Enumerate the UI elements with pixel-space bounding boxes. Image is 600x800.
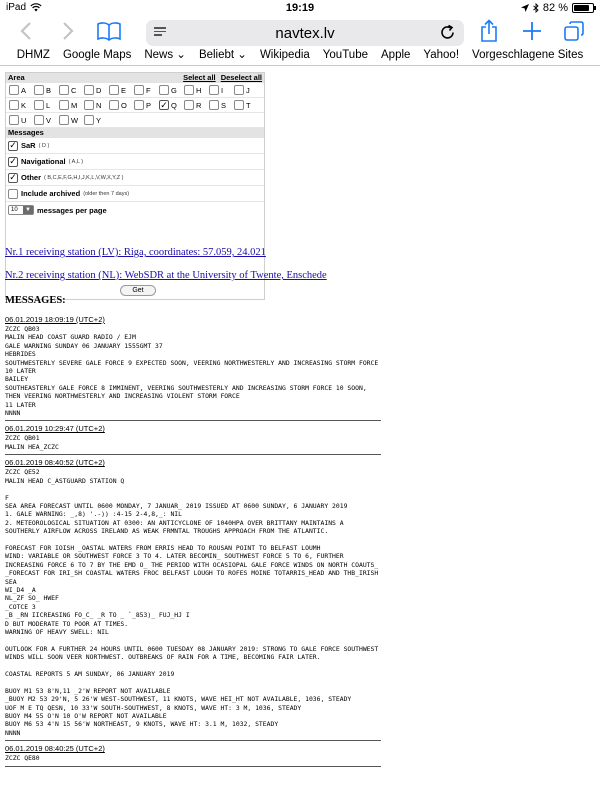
- include-archived-note: (older then 7 days): [83, 190, 130, 197]
- status-bar: [0, 0, 600, 16]
- area-letter: W: [71, 115, 79, 125]
- sar-label: SaR: [21, 141, 36, 150]
- area-option[interactable]: [134, 100, 159, 110]
- message-date-link[interactable]: 06.01.2019 08:40:25 (UTC+2): [5, 744, 105, 754]
- area-letter: A: [21, 85, 27, 95]
- sar-note: ( D ): [38, 142, 50, 149]
- area-option[interactable]: [209, 100, 234, 110]
- ipad-label: iPad: [6, 2, 27, 13]
- area-letter: O: [121, 100, 127, 110]
- include-archived-option[interactable]: [6, 186, 264, 202]
- share-button[interactable]: [478, 18, 500, 44]
- area-option[interactable]: [184, 100, 209, 110]
- include-archived-checkbox[interactable]: [8, 189, 18, 199]
- area-checkbox[interactable]: [84, 100, 94, 110]
- area-checkbox[interactable]: [109, 85, 119, 95]
- area-letter: E: [121, 85, 127, 95]
- select-all-link[interactable]: Select all: [183, 73, 216, 82]
- favorite-link[interactable]: News ⌄: [144, 49, 186, 61]
- area-checkbox[interactable]: [59, 85, 69, 95]
- area-checkbox[interactable]: [34, 115, 44, 125]
- bookmarks-button[interactable]: [95, 18, 123, 44]
- plus-icon: [522, 21, 542, 41]
- sar-checkbox[interactable]: ✓: [9, 140, 17, 150]
- message-date-link[interactable]: 06.01.2019 18:09:19 (UTC+2): [5, 315, 105, 324]
- messages-header: [6, 128, 264, 138]
- area-row: [6, 113, 264, 128]
- area-option[interactable]: [134, 85, 159, 95]
- clock: 19:19: [285, 2, 315, 14]
- message-item: [5, 744, 381, 766]
- area-checkbox[interactable]: [34, 100, 44, 110]
- area-letter: Q: [171, 100, 177, 110]
- other-option[interactable]: [6, 170, 264, 186]
- area-checkbox[interactable]: [234, 85, 244, 95]
- area-letter: M: [71, 100, 78, 110]
- area-option[interactable]: [159, 85, 184, 95]
- battery-percent: 82 %: [542, 2, 568, 14]
- messages-heading: MESSAGES:: [5, 295, 66, 306]
- address-bar[interactable]: [146, 20, 464, 46]
- message-date-link[interactable]: 06.01.2019 08:40:52 (UTC+2): [5, 458, 105, 468]
- chevron-right-icon: [62, 21, 74, 41]
- area-letter: H: [196, 85, 202, 95]
- area-letter: V: [46, 115, 52, 125]
- area-option[interactable]: [9, 100, 34, 110]
- area-option[interactable]: [34, 115, 59, 125]
- bluetooth-icon: [533, 3, 539, 13]
- navigational-checkbox[interactable]: ✓: [9, 156, 17, 166]
- area-checkbox[interactable]: [184, 85, 194, 95]
- area-checkbox[interactable]: [134, 85, 144, 95]
- area-letter: B: [46, 85, 52, 95]
- area-letter: Y: [96, 115, 102, 125]
- favorite-link[interactable]: DHMZ: [16, 49, 50, 61]
- area-option[interactable]: [84, 115, 109, 125]
- area-checkbox[interactable]: ✓: [160, 99, 168, 110]
- area-option[interactable]: [84, 100, 109, 110]
- book-icon: [96, 21, 122, 41]
- message-text: ZCZC QE52 MALIN HEAD C_ASTGUARD STATION Q F SEA AREA FORECAST UNTIL 0600 MONDAY, 7 JANUAR_ 2019 ISSUED AT 0600 SUNDAY, 6 JANUARY 2019 1. GALE WARNING: _,8) '.-)) :4-15 2-4,8,_: NIL 2. METEOROLOGICAL SITUATION AT 0300: AN ANTICYCLONE OF 1040HPA OVER BRITTANY MAINTAINS A SOUTHERLY AIRFLOW ACROSS IRELAND AS WEAK FRMNTAL TROUGHS APPROACH FROM THE ATLANTIC. FORECAST FOR IOISH _OASTAL WATERS FROM ERRIS HEAD TO ROUSAN POINT TO BELFAST LOUMH WIND: VARIABLE OR SOUTHWEST FORCE 3 TO 4. LATER BECOMIN_ SOUTHWEST FORCE 5 TO 6, FURTHER INCREASING FORCE 6 TO 7 BY THE EMD O_ THE PERIOD WITH OCASIOPAL GALE FORCE WINDS ON NORTH COAUTS_ _FORECAST FOR IRI_SH COASTAL WATERS FROC BELFAST LOUGH TO ROFES MOINE TOTARRIS_HEAD AND THB_IRISH SEA WI_D4 _A NL_ZF SO_ HWEF _COTCE 3 _B _RN IICREASING FO_C_ _R TO _ `_853)_ FUJ_HJ I D BUT MODERATE TO POOR AT TIMES. WARNING OF HEAVY SWELL: NIL OUTLOOK FOR A FURTHER 24 HOURS UNTIL 0600 TUESDAY 08 JANUARY 2019: STRONG TO GALE FORCE SOUTHWEST WINDS WILL SOON VEER NORTHWEST. OUTBREAKS OF RAIN FOR A TIME, BECOMING FAIR LATER. COASTAL REPORTS 5 AM SUNDAY, 06 JANUARY 2019 BUOY M1 53 8'N,11 _2'W REPORT NOT AVAILABLE _BUOY M2 53 29'N, 5 26'W WEST-SOUTHWEST, 11 KNOTS, WAVE HEI_HT NOT AVAILABLE, 1036, STEADY UOF M E TQ QESN, 10 33'W SOUTH-SOUTHWEST, 8 KNOTS, WAVE HT: 3 M, 1036, STEADY BUOY M4 55 O'N 10 O'W REPORT NOT AVAILABLE BUOY M6 53 4'N 15 56'W NORTHEAST, 9 KNOTS, WAVE HT: 3.1 M, 1032, STEADY NNNN: [5, 468, 379, 737]
- area-option[interactable]: [109, 85, 134, 95]
- area-option[interactable]: [159, 100, 184, 110]
- area-letter: K: [21, 100, 27, 110]
- url-text: navtex.lv: [275, 25, 335, 42]
- new-tab-button[interactable]: [520, 18, 544, 44]
- reload-icon[interactable]: [439, 24, 456, 41]
- area-letter: C: [71, 85, 77, 95]
- message-item: [5, 315, 381, 421]
- message-date-link[interactable]: 06.01.2019 10:29:47 (UTC+2): [5, 424, 105, 434]
- get-button[interactable]: Get: [120, 285, 156, 296]
- per-page-select[interactable]: [8, 205, 34, 215]
- area-option[interactable]: [59, 115, 84, 125]
- status-right: [521, 2, 594, 14]
- area-checkbox[interactable]: [234, 100, 244, 110]
- tabs-button[interactable]: [562, 18, 586, 44]
- area-option[interactable]: [34, 100, 59, 110]
- favorite-link[interactable]: Yahoo!: [423, 49, 460, 61]
- area-option[interactable]: [84, 85, 109, 95]
- area-checkbox[interactable]: [159, 85, 169, 95]
- area-checkbox[interactable]: [84, 115, 94, 125]
- per-page-label: messages per page: [37, 205, 107, 215]
- web-page: [0, 67, 600, 800]
- forward-button[interactable]: [58, 18, 78, 44]
- per-page-row: [6, 202, 264, 218]
- station-2-link[interactable]: Nr.2 receiving station (NL): WebSDR at the University of Twente, Enschede: [5, 270, 327, 281]
- message-text: ZCZC QE80: [5, 754, 40, 763]
- area-row: [6, 98, 264, 113]
- message-item: [5, 424, 381, 455]
- area-checkbox[interactable]: [59, 100, 69, 110]
- area-checkbox[interactable]: [9, 100, 19, 110]
- favorites-bar: [0, 46, 600, 66]
- browser-toolbar: [0, 16, 600, 46]
- favorite-link[interactable]: Wikipedia: [259, 49, 310, 61]
- area-option[interactable]: [184, 85, 209, 95]
- area-checkbox[interactable]: [134, 100, 144, 110]
- area-letter: F: [146, 85, 151, 95]
- area-checkbox[interactable]: [109, 100, 119, 110]
- battery-icon: [572, 3, 594, 13]
- chevron-left-icon: [20, 21, 32, 41]
- area-checkbox[interactable]: [184, 100, 194, 110]
- area-option[interactable]: [109, 100, 134, 110]
- area-checkbox[interactable]: [209, 100, 219, 110]
- deselect-all-link[interactable]: Deselect all: [220, 73, 262, 82]
- filter-form: [5, 72, 265, 300]
- station-1-link[interactable]: Nr.1 receiving station (LV): Riga, coordinates: 57.059, 24.021: [5, 247, 266, 258]
- area-checkbox[interactable]: [59, 115, 69, 125]
- message-item: [5, 458, 381, 741]
- sar-option[interactable]: [6, 138, 264, 154]
- area-option[interactable]: [9, 85, 34, 95]
- favorite-link[interactable]: Beliebt ⌄: [198, 49, 247, 61]
- other-label: Other: [21, 173, 42, 182]
- tabs-icon: [563, 20, 585, 42]
- area-option[interactable]: [9, 115, 34, 125]
- favorite-link[interactable]: Vorgeschlagene Sites: [472, 49, 584, 61]
- area-checkbox[interactable]: [9, 115, 19, 125]
- share-icon: [480, 19, 498, 43]
- area-header: [6, 73, 264, 83]
- navigational-note: ( A,L ): [68, 158, 84, 165]
- navigational-label: Navigational: [21, 157, 66, 166]
- area-letter: U: [21, 115, 27, 125]
- area-option[interactable]: [59, 100, 84, 110]
- area-letter: G: [171, 85, 177, 95]
- favorite-link[interactable]: Google Maps: [62, 49, 132, 61]
- area-letter: L: [46, 100, 51, 110]
- area-row: [6, 83, 264, 98]
- message-list: [5, 315, 381, 770]
- area-letter: D: [96, 85, 102, 95]
- include-archived-label: Include archived: [21, 189, 81, 198]
- area-option[interactable]: [234, 100, 259, 110]
- area-letter: P: [146, 100, 152, 110]
- area-letter: N: [96, 100, 102, 110]
- area-letter: J: [246, 85, 250, 95]
- area-checkbox[interactable]: [84, 85, 94, 95]
- other-checkbox[interactable]: ✓: [9, 172, 17, 182]
- per-page-value: 10: [11, 207, 18, 213]
- area-checkbox[interactable]: [9, 85, 19, 95]
- area-grid: [6, 83, 264, 128]
- area-option[interactable]: [209, 85, 234, 95]
- area-checkbox[interactable]: [209, 85, 219, 95]
- message-text: ZCZC QB03 MALIN HEAD COAST GUARD RADIO / EJM GALE WARNING SUNDAY 06 JANUARY 1555GMT 37 HEBRIDES SOUTHWESTERLY SEVERE GALE FORCE 9 EXPECTED SOON, VEERING NORTHWESTERLY AND INCREASING STORM FORCE 10 LATER BAILEY SOUTHEASTERLY GALE FORCE 8 IMMINENT, VEERING SOUTHWESTERLY AND INCREASING STORM FORCE 10 SOON, THEN VEERING NORTHWESTERLY AND INCREASING VIOLENT STORM FORCE 11 LATER NNNN: [5, 325, 379, 418]
- area-title: Area: [8, 73, 25, 82]
- location-icon: [521, 4, 529, 12]
- favorite-link[interactable]: YouTube: [322, 49, 368, 61]
- area-option[interactable]: [34, 85, 59, 95]
- area-letter: S: [221, 100, 227, 110]
- area-letter: I: [221, 85, 224, 95]
- navigational-option[interactable]: [6, 154, 264, 170]
- dropdown-arrow-icon: ▼: [23, 206, 33, 214]
- other-note: ( B,C,E,F,G,H,I,J,K,L,V,W,X,Y,Z ): [44, 174, 124, 181]
- area-option[interactable]: [234, 85, 259, 95]
- area-option[interactable]: [59, 85, 84, 95]
- area-letter: R: [196, 100, 202, 110]
- messages-section-title: Messages: [8, 128, 44, 137]
- message-text: ZCZC QB01 MALIN HEA_ZCZC: [5, 434, 59, 451]
- area-checkbox[interactable]: [34, 85, 44, 95]
- favorite-link[interactable]: Apple: [381, 49, 411, 61]
- back-button[interactable]: [16, 18, 36, 44]
- area-letter: T: [246, 100, 251, 110]
